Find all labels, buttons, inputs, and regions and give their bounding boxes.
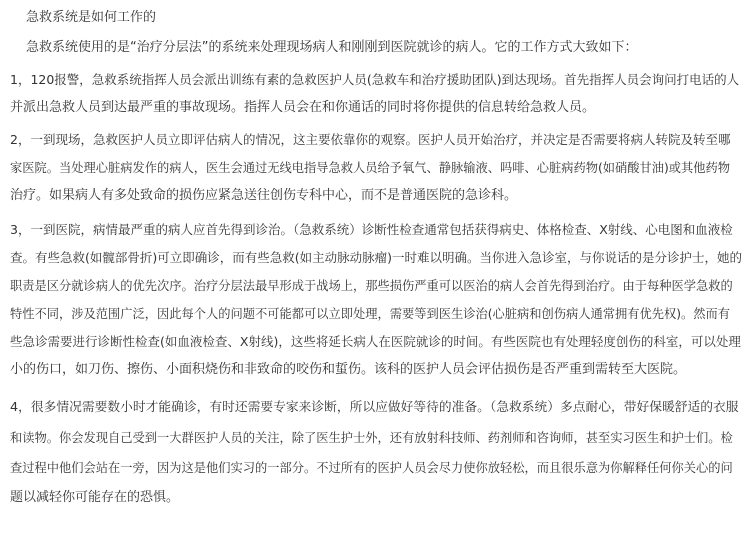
step-4-line-4: 题以减轻你可能存在的恐惧。	[10, 490, 180, 505]
step-3-line-4: 特性不同，涉及范围广泛，因此每个人的问题不可能都可以立即处理，需要等到医生诊治(心脏病和创伤病人通常拥有优先权)。然而有	[10, 307, 731, 321]
step-2-line-3: 治疗。如果病人有多处致命的损伤应紧急送往创伤专科中心，而不是普通医院的急诊科。	[10, 188, 518, 203]
step-3-line-1: 3，一到医院，病情最严重的病人应首先得到诊治。（急救系统）诊断性检查通常包括获得病史、体格检查、X射线、心电图和血液检	[10, 222, 733, 237]
step-3-line-5: 些急诊需要进行诊断性检查(如血液检查、X射线)，这些将延长病人在医院就诊的时间。有些医院也有处理轻度创伤的科室，可以处理	[10, 334, 741, 349]
step-4-line-2: 和读物。你会发现自己受到一大群医护人员的关注，除了医生护士外，还有放射科技师、药剂师和咨询师，甚至实习医生和护士们。检	[10, 431, 733, 445]
step-4-line-1: 4，很多情况需要数小时才能确诊，有时还需要专家来诊断，所以应做好等待的准备。（急救系统）多点耐心，带好保暖舒适的衣服	[10, 400, 739, 415]
intro-paragraph: 急救系统使用的是“治疗分层法”的系统来处理现场病人和刚刚到医院就诊的病人。它的工作方式大致如下：	[26, 40, 638, 55]
step-2-line-1: 2，一到现场，急救医护人员立即评估病人的情况，这主要依靠你的观察。医护人员开始治疗，并决定是否需要将病人转院及转至哪	[10, 132, 731, 147]
step-1-line-1: 1，120报警，急救系统指挥人员会派出训练有素的急救医护人员(急救车和治疗援助团队)到达现场。首先指挥人员会询问打电话的人	[10, 72, 740, 87]
document-title: 急救系统是如何工作的	[26, 10, 157, 25]
step-3-line-2: 查。有些急救(如髋部骨折)可立即确诊，而有些急救(如主动脉动脉瘤)一时难以明确。当你进入急诊室，与你说话的是分诊护士，她的	[10, 250, 743, 265]
step-4-line-3: 查过程中他们会站在一旁，因为这是他们实习的一部分。不过所有的医护人员会尽力使你放轻松，而且很乐意为你解释任何你关心的问	[10, 461, 733, 475]
step-1-line-2: 并派出急救人员到达最严重的事故现场。指挥人员会在和你通话的同时将你提供的信息转给急救人员。	[10, 100, 596, 115]
step-3-line-6: 小的伤口，如刀伤、擦伤、小面积烧伤和非致命的咬伤和蜇伤。该科的医护人员会评估损伤是否严重到需转至大医院。	[10, 362, 687, 377]
step-2-line-2: 家医院。当处理心脏病发作的病人，医生会通过无线电指导急救人员给予氧气、静脉输液、吗啡、心脏病药物(如硝酸甘油)或其他药物	[10, 161, 731, 175]
step-3-line-3: 职责是区分就诊病人的优先次序。治疗分层法最早形成于战场上，那些损伤严重可以医治的病人会首先得到治疗。由于每种医学急救的	[10, 279, 733, 293]
